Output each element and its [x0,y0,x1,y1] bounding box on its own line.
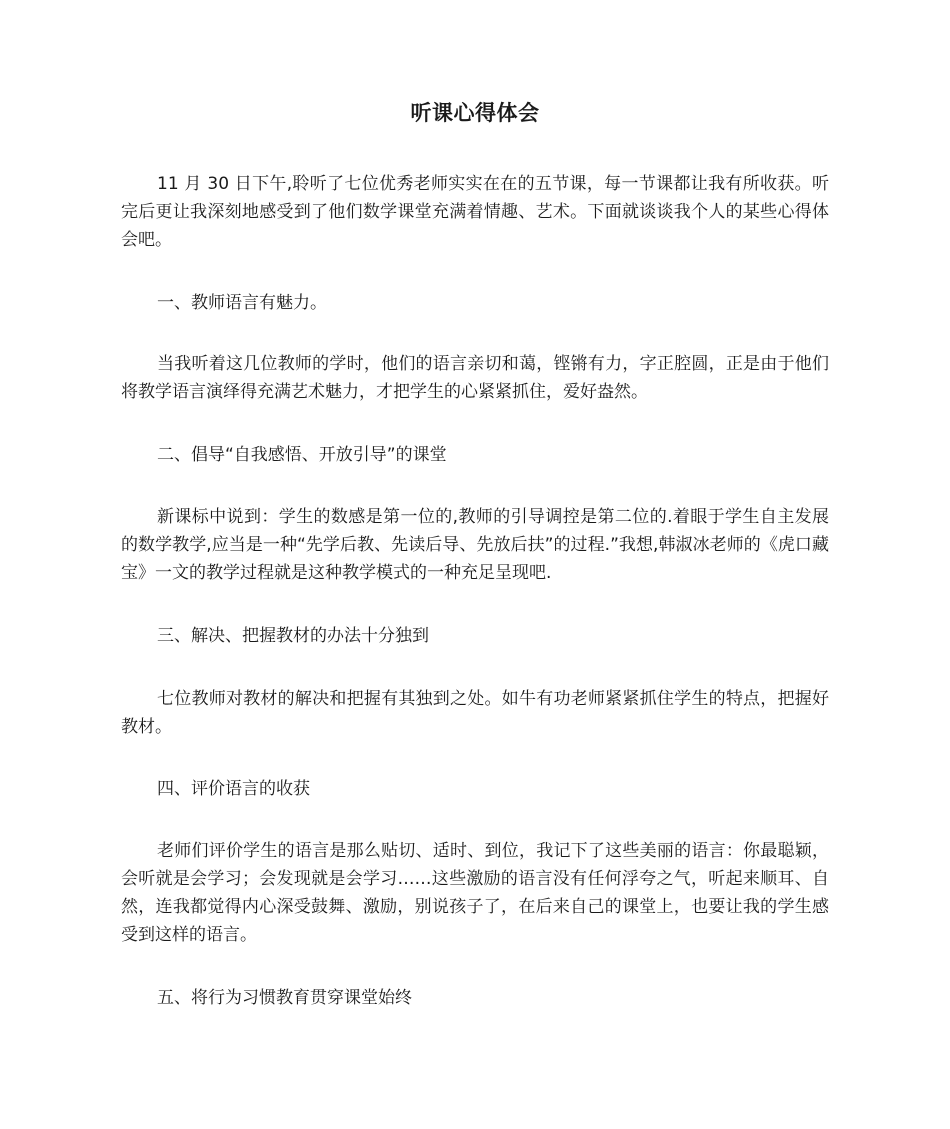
paragraph-section-3: 七位教师对教材的解决和把握有其独到之处。如牛有功老师紧紧抓住学生的特点，把握好教材。 [121,689,829,737]
section-heading-2: 二、倡导“自我感悟、开放引导”的课堂 [157,445,447,465]
section-heading-3: 三、解决、把握教材的办法十分独到 [157,626,429,646]
paragraph-section-1: 当我听着这几位教师的学时，他们的语言亲切和蔼，铿锵有力，字正腔圆，正是由于他们将教学语言演绎得充满艺术魅力，才把学生的心紧紧抓住，爱好盎然。 [121,354,829,402]
section-heading-5: 五、将行为习惯教育贯穿课堂始终 [157,988,412,1008]
paragraph-section-4: 老师们评价学生的语言是那么贴切、适时、到位，我记下了这些美丽的语言：你最聪颖，会听就是会学习；会发现就是会学习……这些激励的语言没有任何浮夸之气，听起来顺耳、自然，连我都觉得内心深受鼓舞、激励，别说孩子了，在后来自己的课堂上，也要让我的学生感受到这样的语言。 [121,841,829,945]
section-heading-1: 一、教师语言有魅力。 [157,293,327,313]
document-title: 听课心得体会 [410,101,540,125]
paragraph-intro: 11 月 30 日下午,聆听了七位优秀老师实实在在的五节课，每一节课都让我有所收获。听完后更让我深刻地感受到了他们数学课堂充满着情趣、艺术。下面就谈谈我个人的某些心得体会吧。 [121,174,829,250]
paragraph-section-2: 新课标中说到：学生的数感是第一位的,教师的引导调控是第二位的.着眼于学生自主发展的数学教学,应当是一种“先学后教、先读后导、先放后扶”的过程.”我想,韩淑冰老师的《虎口藏宝》一文的教学过程就是这种教学模式的一种充足呈现吧. [121,507,829,583]
section-heading-4: 四、评价语言的收获 [157,779,310,799]
